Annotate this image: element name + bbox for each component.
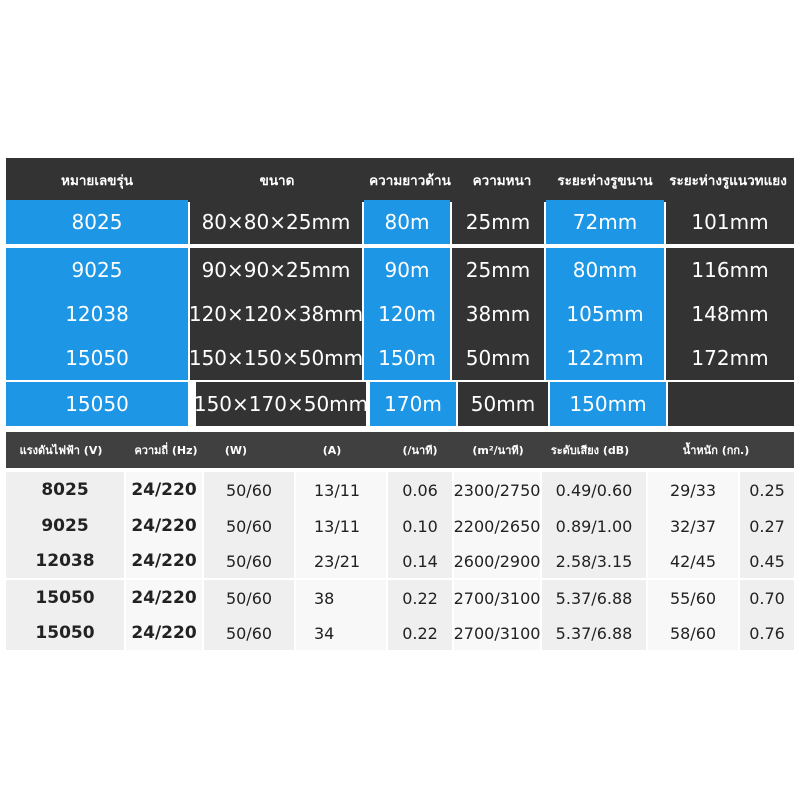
specs-header-row [6, 432, 794, 468]
parallel-spacing-cell: 122mm [546, 336, 664, 380]
airflow-cell: 2300/2750 [454, 472, 540, 508]
parallel-spacing-cell: 105mm [546, 292, 664, 336]
col-header-watts: (W) [224, 443, 248, 457]
noise-cell: 5.37/6.88 [542, 616, 646, 650]
col-header-voltage: แรงดันไฟฟ้า (V) [19, 444, 103, 457]
model-cell: 15050 [6, 336, 188, 380]
specs-row [6, 472, 794, 508]
rating-cell: 55/60 [648, 580, 738, 616]
frequency-cell: 50/60 [204, 508, 294, 544]
weight-cell: 0.45 [740, 544, 794, 578]
thickness-cell: 38mm [452, 292, 544, 336]
col-header-side-length: ความยาวด้าน [369, 173, 451, 189]
diagonal-spacing-cell: 101mm [666, 200, 794, 244]
side-length-cell: 80m [364, 200, 450, 244]
specs-row [6, 544, 794, 578]
col-header-weight: น้ำหนัก (กก.) [682, 444, 750, 457]
specs-row [6, 580, 794, 616]
model-cell: 8025 [6, 472, 124, 508]
frequency-cell: 50/60 [204, 580, 294, 616]
model-cell: 15050 [6, 382, 188, 426]
noise-cell: 0.89/1.00 [542, 508, 646, 544]
airflow-cell: 2200/2650 [454, 508, 540, 544]
col-header-airflow: (m²/นาที) [472, 444, 524, 457]
dimensions-row [6, 200, 794, 244]
weight-cell: 0.27 [740, 508, 794, 544]
side-length-cell: 170m [370, 382, 456, 426]
value-cell: 0.14 [388, 544, 452, 578]
current-cell: 13/11 [296, 508, 386, 544]
current-cell: 34 [296, 616, 386, 650]
model-cell: 15050 [6, 580, 124, 616]
side-length-cell: 120m [364, 292, 450, 336]
frequency-cell: 50/60 [204, 616, 294, 650]
col-header-frequency: ความถี่ (Hz) [134, 444, 198, 457]
model-cell: 8025 [6, 200, 188, 244]
model-cell: 15050 [6, 616, 124, 650]
dimensions-row [6, 248, 794, 292]
voltage-cell: 24/220 [126, 508, 202, 544]
thickness-cell: 25mm [452, 248, 544, 292]
value-cell: 0.22 [388, 580, 452, 616]
diagonal-spacing-cell: 148mm [666, 292, 794, 336]
diagonal-spacing-cell [668, 382, 794, 426]
model-cell: 9025 [6, 508, 124, 544]
rating-cell: 42/45 [648, 544, 738, 578]
airflow-cell: 2600/2900 [454, 544, 540, 578]
size-cell: 120×120×38mm [190, 292, 362, 336]
voltage-cell: 24/220 [126, 472, 202, 508]
col-header-diagonal-hole-spacing: ระยะห่างรูแนวทแยง [669, 173, 787, 189]
parallel-spacing-cell: 72mm [546, 200, 664, 244]
specs-row [6, 508, 794, 544]
airflow-cell: 2700/3100 [454, 616, 540, 650]
current-cell: 23/21 [296, 544, 386, 578]
current-cell: 38 [296, 580, 386, 616]
weight-cell: 0.25 [740, 472, 794, 508]
col-header-size: ขนาด [259, 173, 295, 189]
rating-cell: 29/33 [648, 472, 738, 508]
size-cell: 90×90×25mm [190, 248, 362, 292]
size-cell: 150×150×50mm [190, 336, 362, 380]
value-cell: 0.10 [388, 508, 452, 544]
weight-cell: 0.70 [740, 580, 794, 616]
model-cell: 12038 [6, 292, 188, 336]
side-length-cell: 150m [364, 336, 450, 380]
frequency-cell: 50/60 [204, 472, 294, 508]
diagonal-spacing-cell: 116mm [666, 248, 794, 292]
dimensions-row [6, 382, 794, 426]
airflow-cell: 2700/3100 [454, 580, 540, 616]
value-cell: 0.22 [388, 616, 452, 650]
weight-cell: 0.76 [740, 616, 794, 650]
size-cell: 150×170×50mm [196, 382, 366, 426]
voltage-cell: 24/220 [126, 544, 202, 578]
dimensions-row [6, 336, 794, 380]
noise-cell: 2.58/3.15 [542, 544, 646, 578]
frequency-cell: 50/60 [204, 544, 294, 578]
parallel-spacing-cell: 80mm [546, 248, 664, 292]
rating-cell: 32/37 [648, 508, 738, 544]
rating-cell: 58/60 [648, 616, 738, 650]
col-header-per-minute: (/นาที) [402, 444, 438, 457]
model-cell: 12038 [6, 544, 124, 578]
thickness-cell: 50mm [458, 382, 548, 426]
voltage-cell: 24/220 [126, 580, 202, 616]
current-cell: 13/11 [296, 472, 386, 508]
diagonal-spacing-cell: 172mm [666, 336, 794, 380]
model-cell: 9025 [6, 248, 188, 292]
col-header-thickness: ความหนา [472, 173, 532, 189]
voltage-cell: 24/220 [126, 616, 202, 650]
dimensions-row [6, 292, 794, 336]
noise-cell: 5.37/6.88 [542, 580, 646, 616]
parallel-spacing-cell: 150mm [550, 382, 666, 426]
noise-cell: 0.49/0.60 [542, 472, 646, 508]
col-header-model: หมายเลขรุ่น [61, 173, 133, 189]
thickness-cell: 50mm [452, 336, 544, 380]
col-header-parallel-hole-spacing: ระยะห่างรูขนาน [557, 173, 653, 189]
size-cell: 80×80×25mm [190, 200, 362, 244]
col-header-amps: (A) [322, 443, 342, 457]
specs-row [6, 616, 794, 650]
side-length-cell: 90m [364, 248, 450, 292]
dimensions-header-row [6, 158, 794, 202]
value-cell: 0.06 [388, 472, 452, 508]
thickness-cell: 25mm [452, 200, 544, 244]
col-header-noise: ระดับเสียง (dB) [550, 444, 630, 457]
